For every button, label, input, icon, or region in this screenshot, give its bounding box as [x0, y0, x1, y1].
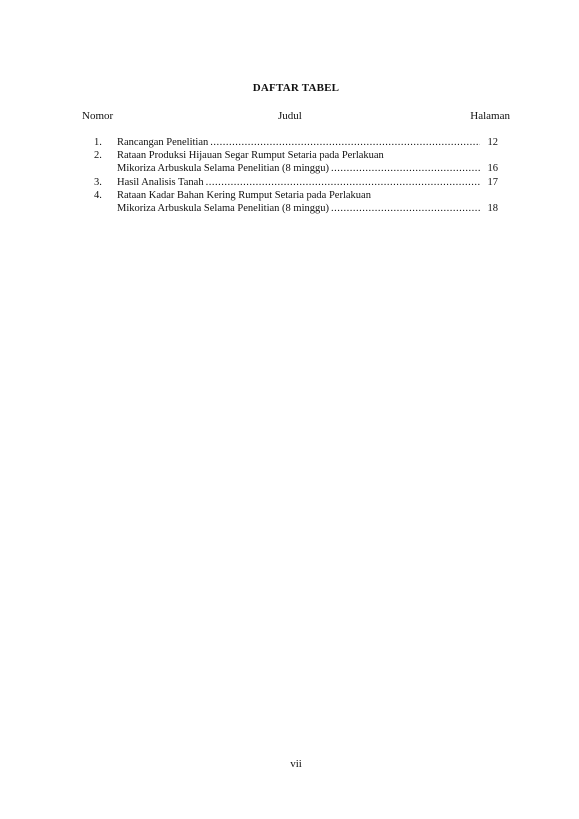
list-item — [94, 136, 498, 149]
dot-leader — [331, 202, 480, 215]
entry-title-continued: Mikoriza Arbuskula Selama Penelitian (8 minggu) — [117, 163, 329, 175]
entry-number: 4. — [94, 189, 102, 201]
entry-page: 18 — [487, 203, 498, 215]
entry-number: 2. — [94, 150, 102, 162]
list-item — [94, 189, 498, 215]
page-title: DAFTAR TABEL — [252, 82, 340, 94]
entry-page: 12 — [487, 137, 498, 148]
entry-line — [117, 189, 498, 202]
entry-line — [117, 162, 498, 175]
entry-number: 1. — [94, 137, 102, 148]
list-item — [94, 176, 498, 189]
dot-leader — [206, 176, 480, 189]
entry-title: Rataan Kadar Bahan Kering Rumput Setaria pada Perlakuan — [117, 189, 371, 201]
entry-title-continued: Mikoriza Arbuskula Selama Penelitian (8 minggu) — [117, 203, 329, 215]
header-judul: Judul — [278, 110, 302, 122]
dot-leader — [331, 162, 480, 175]
table-header-row — [82, 110, 510, 124]
entry-title: Rancangan Penelitian — [117, 137, 209, 148]
header-halaman: Halaman — [470, 110, 510, 122]
table-list — [94, 136, 498, 215]
entry-line — [117, 202, 498, 215]
list-item — [94, 149, 498, 175]
entry-line — [117, 136, 498, 149]
entry-page: 16 — [487, 163, 498, 175]
header-nomor: Nomor — [82, 110, 114, 122]
dot-leader — [210, 136, 480, 149]
entry-title: Rataan Produksi Hijauan Segar Rumput Setaria pada Perlakuan — [117, 150, 384, 162]
entry-number: 3. — [94, 176, 102, 188]
entry-line — [117, 176, 498, 189]
entry-page: 17 — [487, 176, 498, 188]
entry-title: Hasil Analisis Tanah — [117, 176, 204, 188]
entry-line — [117, 149, 498, 162]
page-number: vii — [290, 758, 302, 770]
